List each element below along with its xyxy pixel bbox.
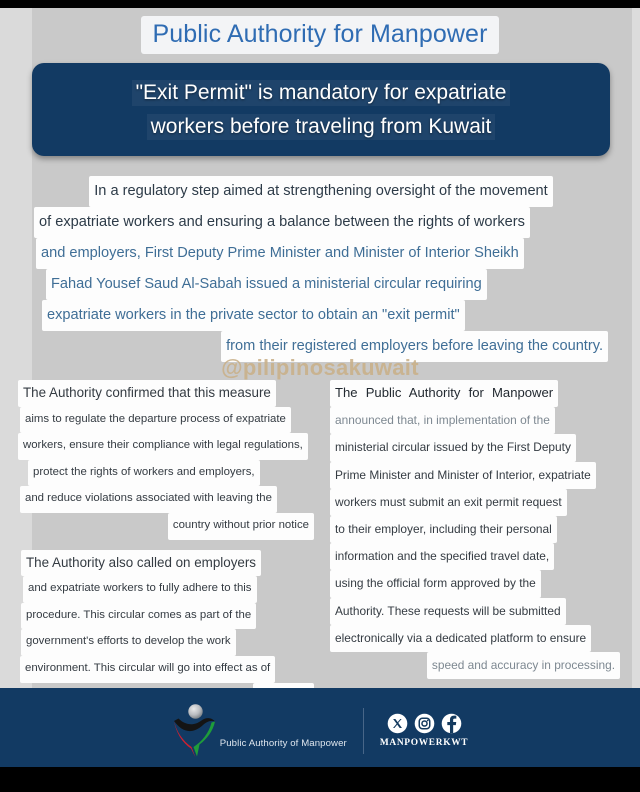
text-line: workers must submit an exit permit request (330, 489, 620, 516)
lead-line: from their registered employers before leaving the country. (32, 331, 610, 362)
right-column (330, 380, 620, 679)
bottom-letterbox-bar (0, 767, 640, 792)
instagram-icon[interactable] (414, 713, 435, 734)
text-line: workers, ensure their compliance with legal regulations, (18, 433, 314, 460)
x-twitter-icon[interactable] (387, 713, 408, 734)
page-title (0, 16, 640, 54)
social-handle: MANPOWERKWT (379, 737, 469, 748)
text-line: speed and accuracy in processing. (330, 652, 620, 679)
watermark: @pilipinosakuwait (221, 355, 419, 380)
text-line: to their employer, including their personal (330, 516, 620, 543)
text-line: The Public Authority for Manpower (330, 380, 620, 407)
poster-body (0, 8, 640, 767)
page-title-text: Public Authority for Manpower (141, 16, 498, 54)
text-line: and expatriate workers to fully adhere to this (18, 576, 314, 603)
text-line: announced that, in implementation of the (330, 407, 620, 434)
top-letterbox-bar (0, 0, 640, 8)
manpower-logo-icon (172, 702, 218, 758)
brand-lockup (172, 702, 347, 762)
text-line: and reduce violations associated with leaving the (18, 486, 314, 513)
headline-line-1: "Exit Permit" is mandatory for expatriate (132, 80, 511, 106)
lead-paragraph (32, 176, 610, 362)
text-line: aims to regulate the departure process of expatriate (18, 407, 314, 434)
text-line: The Authority confirmed that this measure (18, 380, 314, 407)
text-line: The Authority also called on employers (18, 550, 314, 577)
lead-line: In a regulatory step aimed at strengthening oversight of the movement (32, 176, 610, 207)
text-line: environment. This circular will go into effect as of (18, 656, 314, 683)
text-line: electronically via a dedicated platform to ensure (330, 625, 620, 652)
paragraph-spacer (18, 540, 314, 550)
text-line: Authority. These requests will be submitted (330, 598, 620, 625)
right-margin-strip (632, 8, 640, 767)
lead-line: Fahad Yousef Saud Al-Sabah issued a ministerial circular requiring (32, 269, 610, 300)
text-line: information and the specified travel date, (330, 543, 620, 570)
social-block (380, 713, 468, 751)
facebook-icon[interactable] (441, 713, 462, 734)
left-column (18, 380, 314, 709)
lead-line: and employers, First Deputy Prime Minister and Minister of Interior Sheikh (32, 238, 610, 269)
text-line: government's efforts to develop the work (18, 629, 314, 656)
brand-name: Public Authority of Manpower (219, 737, 347, 749)
text-line: procedure. This circular comes as part of the (18, 603, 314, 630)
text-line: protect the rights of workers and employers, (18, 460, 314, 487)
text-line: Prime Minister and Minister of Interior, expatriate (330, 462, 620, 489)
lead-line: of expatriate workers and ensuring a balance between the rights of workers (32, 207, 610, 238)
lead-line: expatriate workers in the private sector to obtain an "exit permit" (32, 300, 610, 331)
headline-banner (32, 63, 610, 156)
left-paragraph-1 (18, 380, 314, 540)
text-line: country without prior notice (18, 513, 314, 540)
left-paragraph-2 (18, 550, 314, 710)
footer-bar (0, 688, 640, 775)
text-line: ministerial circular issued by the First Deputy (330, 434, 620, 461)
headline-line-2: workers before traveling from Kuwait (147, 114, 496, 140)
text-line: using the official form approved by the (330, 570, 620, 597)
footer-divider (363, 708, 364, 754)
